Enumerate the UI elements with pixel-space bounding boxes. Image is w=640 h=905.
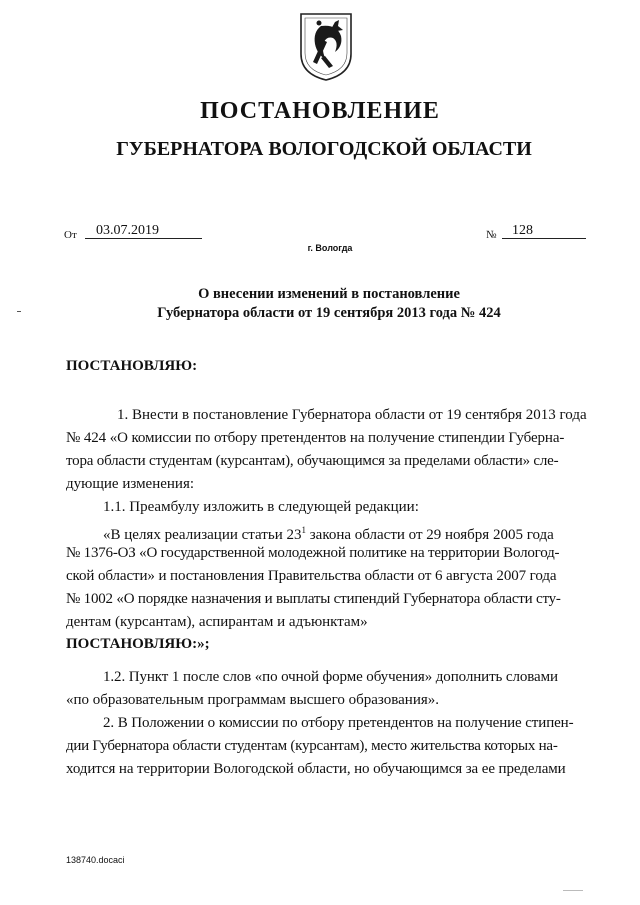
subject-line: Губернатора области от 19 сентября 2013 года № 424	[157, 305, 501, 321]
document-subject	[0, 285, 640, 323]
paragraph-line: № 1002 «О порядке назначения и выплаты стипендий Губернатора области сту-	[66, 591, 561, 607]
paragraph-line: дентам (курсантам), аспирантам и адъюнктам»	[66, 614, 368, 630]
coat-of-arms-icon	[299, 12, 353, 82]
paragraph-line: 1.1. Преамбулу изложить в следующей редакции:	[103, 499, 419, 515]
document-number: 128	[502, 222, 586, 239]
paragraph-line: № 1376-ОЗ «О государственной молодежной политике на территории Вологод-	[66, 545, 560, 561]
superscript: 1	[301, 525, 306, 535]
paragraph-line: «по образовательным программам высшего образования».	[66, 692, 439, 708]
paragraph-line: дующие изменения:	[66, 476, 195, 492]
resolution-heading: ПОСТАНОВЛЯЮ:	[66, 358, 198, 374]
paragraph-line: 1.2. Пункт 1 после слов «по очной форме обучения» дополнить словами	[103, 669, 558, 685]
document-type-title: ПОСТАНОВЛЕНИЕ	[200, 98, 440, 124]
scan-mark	[563, 890, 583, 891]
paragraph-line: тора области студентам (курсантам), обучающимся за пределами области» сле-	[66, 453, 559, 469]
paragraph-line: 2. В Положении о комиссии по отбору претендентов на получение стипен-	[103, 715, 574, 731]
subject-line: О внесении изменений в постановление	[198, 286, 460, 302]
paragraph-line: ской области» и постановления Правительства области от 6 августа 2007 года	[66, 568, 557, 584]
issuer-title: ГУБЕРНАТОРА ВОЛОГОДСКОЙ ОБЛАСТИ	[116, 138, 532, 160]
paragraph-line: дии Губернатора области студентам (курсантам), место жительства которых на-	[66, 738, 558, 754]
city-label: г. Вологда	[307, 243, 353, 253]
text-fragment: закона области от 29 ноября 2005 года	[305, 527, 554, 543]
paragraph-line: № 424 «О комиссии по отбору претендентов на получение стипендии Губерна-	[66, 430, 565, 446]
date-label: От	[64, 229, 77, 241]
paragraph-line: 1. Внести в постановление Губернатора области от 19 сентября 2013 года	[117, 407, 587, 423]
text-fragment: «В целях реализации статьи 23	[103, 527, 302, 543]
document-file-id: 138740.docaci	[66, 855, 125, 865]
number-label: №	[486, 229, 497, 241]
resolution-heading-quoted: ПОСТАНОВЛЯЮ:»;	[66, 636, 210, 652]
document-date: 03.07.2019	[85, 222, 202, 239]
margin-mark	[17, 311, 21, 312]
paragraph-line: ходится на территории Вологодской области, но обучающимся за ее пределами	[66, 761, 566, 777]
paragraph-line	[66, 519, 597, 542]
